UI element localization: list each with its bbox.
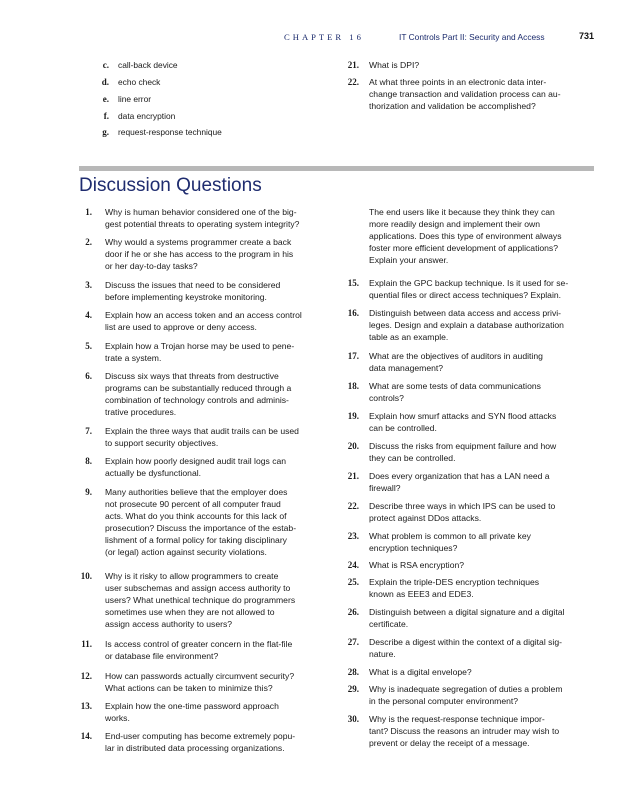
page-header [0, 31, 639, 45]
chapter-label: CHAPTER 16 [284, 32, 364, 42]
page-number: 731 [578, 31, 594, 41]
section-divider [79, 166, 594, 171]
section-title: Discussion Questions [79, 175, 262, 196]
running-title: IT Controls Part II: Security and Access [399, 32, 545, 42]
